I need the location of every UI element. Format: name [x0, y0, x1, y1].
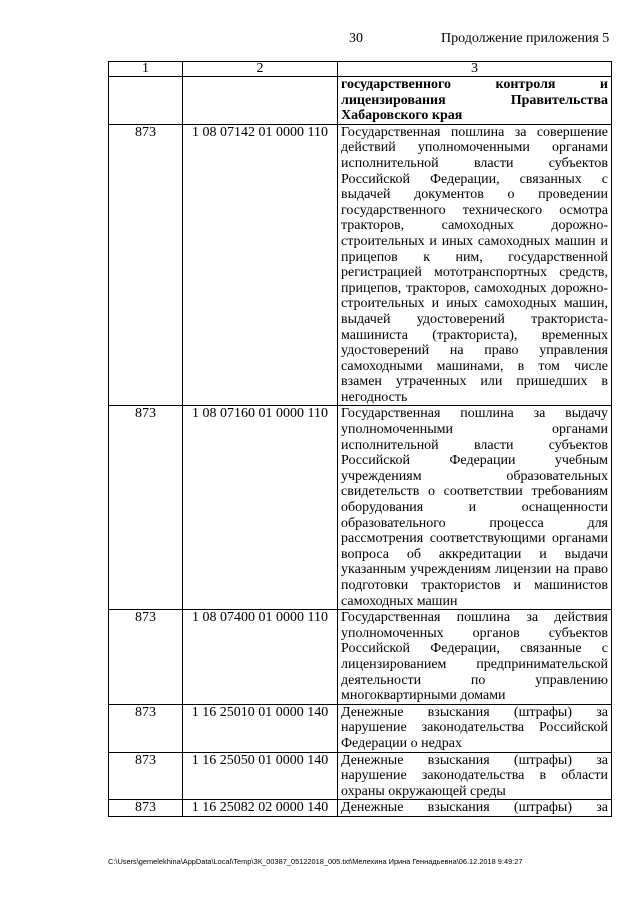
- admin-code-cell: [109, 77, 183, 125]
- description-cell: Денежные взыскания (штрафы) за нарушение законодательства Российской Федерации о недрах: [338, 704, 612, 752]
- column-header-1: 1: [109, 62, 183, 77]
- admin-code-cell: 873: [109, 124, 183, 406]
- table-row: [109, 77, 612, 125]
- page-number: 30: [349, 31, 363, 46]
- page-header: [0, 31, 640, 51]
- kbk-code-cell: 1 16 25010 01 0000 140: [183, 704, 338, 752]
- kbk-code-cell: 1 16 25050 01 0000 140: [183, 752, 338, 800]
- kbk-code-cell: [183, 77, 338, 125]
- description-cell: Денежные взыскания (штрафы) за: [338, 800, 612, 817]
- admin-code-cell: 873: [109, 406, 183, 610]
- table-row: [109, 800, 612, 817]
- description-cell: Денежные взыскания (штрафы) за нарушение законодательства в области охраны окружающей среды: [338, 752, 612, 800]
- table-row: [109, 406, 612, 610]
- description-cell: Государственная пошлина за выдачу уполномоченными органами исполнительной власти субъектов Российской Федерации учебным учреждениям образовательных свидетельств о соответствии требованиям оборудования и оснащенности образовательного процесса для рассмотрения соответствующими органами вопроса об аккредитации и выдачи указанным учреждениям лицензии на право подготовки трактористов и машинистов самоходных машин: [338, 406, 612, 610]
- description-cell: государственного контроля и лицензирования Правительства Хабаровского края: [338, 77, 612, 125]
- file-path-footer: C:\Users\gemelekhina\AppData\Local\Temp\ЗК_00387_05122018_005.txt\Мелехина Ирина Геннадьевна\06.12.2018 9:49:27: [108, 857, 523, 866]
- table-row: [109, 752, 612, 800]
- admin-code-cell: 873: [109, 704, 183, 752]
- kbk-code-cell: 1 08 07142 01 0000 110: [183, 124, 338, 406]
- description-cell: Государственная пошлина за совершение действий уполномоченными органами исполнительной власти субъектов Российской Федерации, связанных с выдачей документов о проведении государственного технического осмотра тракторов, самоходных дорожно-строительных и иных самоходных машин и прицепов к ним, государственной регистрацией мототранспортных средств, прицепов, тракторов, самоходных дорожно-строительных и иных самоходных машин, выдачей удостоверений тракториста-машиниста (тракториста), временных удостоверений на право управления самоходными машинами, в том числе взамен утраченных или пришедших в негодность: [338, 124, 612, 406]
- admin-code-cell: 873: [109, 800, 183, 817]
- column-header-2: 2: [183, 62, 338, 77]
- continuation-label: Продолжение приложения 5: [441, 31, 610, 46]
- table-row: [109, 124, 612, 406]
- table-row: [109, 704, 612, 752]
- table-header-row: [109, 62, 612, 77]
- admin-code-cell: 873: [109, 610, 183, 705]
- kbk-code-cell: 1 08 07160 01 0000 110: [183, 406, 338, 610]
- description-cell: Государственная пошлина за действия уполномоченных органов субъектов Российской Федерации, связанные с лицензированием предпринимательской деятельности по управлению многоквартирными домами: [338, 610, 612, 705]
- table-row: [109, 610, 612, 705]
- kbk-code-cell: 1 16 25082 02 0000 140: [183, 800, 338, 817]
- column-header-3: 3: [338, 62, 612, 77]
- kbk-code-cell: 1 08 07400 01 0000 110: [183, 610, 338, 705]
- admin-code-cell: 873: [109, 752, 183, 800]
- revenue-codes-table: [108, 61, 612, 817]
